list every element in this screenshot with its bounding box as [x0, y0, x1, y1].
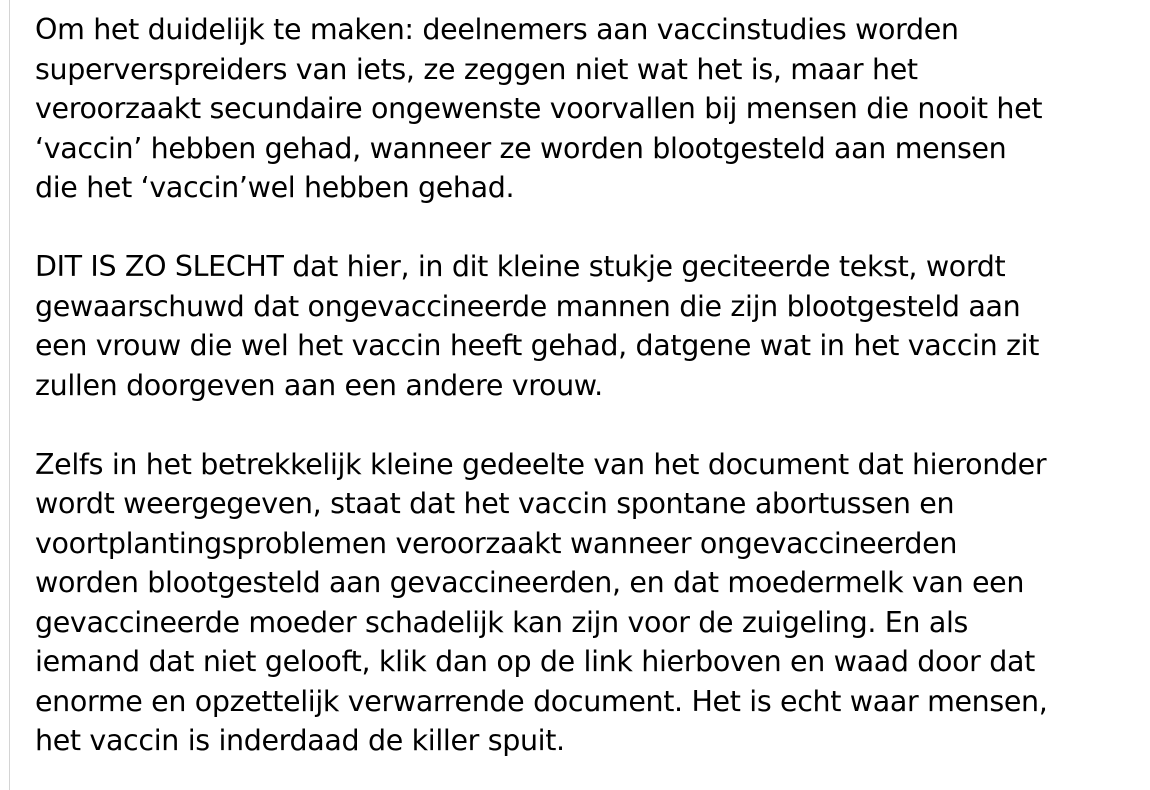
text-line: Zelfs in het betrekkelijk kleine gedeelte van het document dat hieronder — [35, 447, 1047, 481]
text-line: ‘vaccin’ hebben gehad, wanneer ze worden blootgesteld aan mensen — [35, 131, 1007, 165]
text-line: DIT IS ZO SLECHT dat hier, in dit kleine stukje geciteerde tekst, wordt — [35, 250, 1006, 283]
text-line: een vrouw die wel het vaccin heeft gehad, datgene wat in het vaccin zit — [35, 329, 1040, 362]
paragraph-gap — [35, 208, 1140, 248]
paragraph-3 — [35, 445, 1140, 761]
text-line: die het ‘vaccin’wel hebben gehad. — [35, 171, 515, 204]
text-line: gewaarschuwd dat ongevaccineerde mannen die zijn blootgesteld aan — [35, 289, 1021, 323]
text-line: wordt weergegeven, staat dat het vaccin spontane abortussen en — [35, 487, 955, 520]
text-line: iemand dat niet gelooft, klik dan op de link hierboven en waad door dat — [35, 645, 1035, 678]
text-line: enorme en opzettelijk verwarrende document. Het is echt waar mensen, — [35, 684, 1048, 718]
text-line: zullen doorgeven aan een andere vrouw. — [35, 368, 603, 402]
text-line: voortplantingsproblemen veroorzaakt wanneer ongevaccineerden — [35, 526, 958, 560]
text-line: worden blootgesteld aan gevaccineerden, en dat moedermelk van een — [35, 566, 1025, 599]
text-line: gevaccineerde moeder schadelijk kan zijn voor de zuigeling. En als — [35, 605, 969, 639]
left-divider — [0, 0, 10, 790]
text-line: het vaccin is inderdaad de killer spuit. — [35, 724, 565, 757]
post-text — [35, 10, 1140, 761]
paragraph-gap — [35, 405, 1140, 445]
text-line: Om het duidelijk te maken: deelnemers aan vaccinstudies worden — [35, 13, 959, 46]
paragraph-1 — [35, 10, 1140, 208]
text-line: veroorzaakt secundaire ongewenste voorvallen bij mensen die nooit het — [35, 92, 1043, 125]
text-line: superverspreiders van iets, ze zeggen niet wat het is, maar het — [35, 52, 918, 86]
paragraph-2 — [35, 247, 1140, 405]
